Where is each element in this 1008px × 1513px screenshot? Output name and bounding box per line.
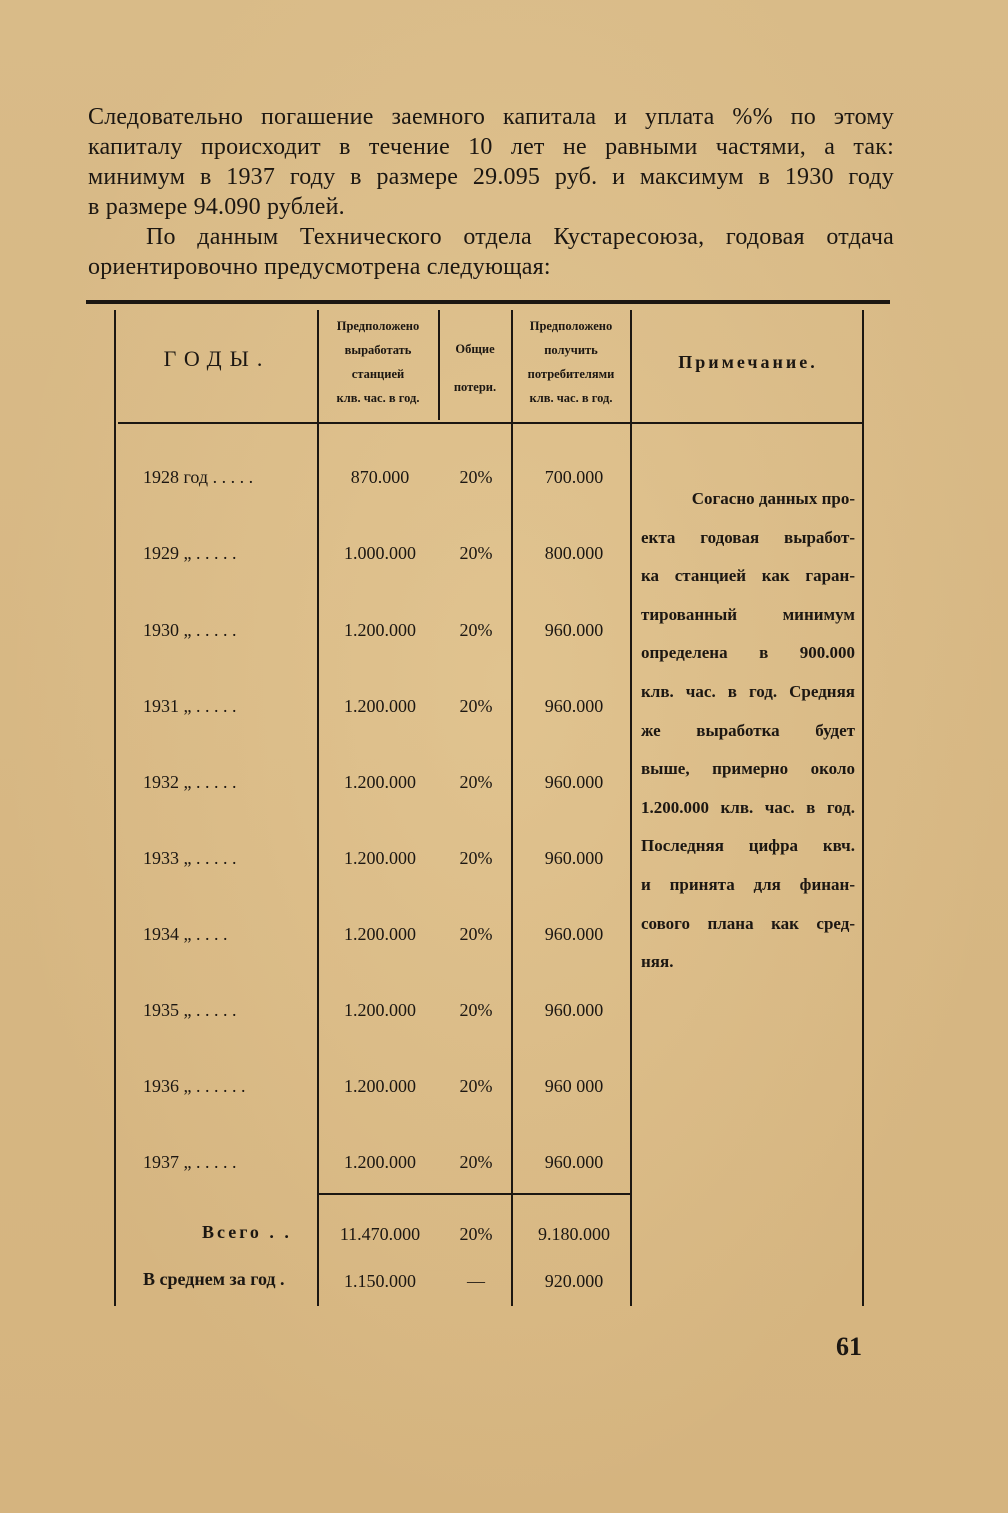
row-year: 1933 „ . . . . . (143, 848, 237, 868)
average-received: 920.000 (544, 1271, 604, 1291)
header-note: Примечание. (678, 352, 818, 372)
total-rule (318, 1193, 630, 1195)
row-losses: 20% (459, 467, 493, 487)
row-losses: 20% (459, 543, 493, 563)
note-line: 1.200.000 клв. час. в год. (641, 797, 855, 817)
paragraph-output-intro (88, 222, 894, 282)
text-line: По данным Технического отдела Кустаресоюза, годовая отдача (146, 224, 894, 250)
row-year: 1932 „ . . . . . (143, 772, 237, 792)
row-received: 960.000 (544, 620, 604, 640)
row-losses: 20% (459, 772, 493, 792)
row-losses: 20% (459, 1000, 493, 1020)
table-right-border (862, 310, 864, 1306)
row-produced: 1.200.000 (344, 924, 416, 944)
header-received (512, 314, 630, 410)
row-losses: 20% (459, 848, 493, 868)
header-line: получить (544, 343, 598, 357)
row-received: 960.000 (544, 1000, 604, 1020)
row-year: 1928 год . . . . . (143, 467, 254, 487)
row-losses: 20% (459, 1152, 493, 1172)
header-line: Общие (455, 342, 495, 356)
page-number: 61 (836, 1332, 862, 1361)
row-year: 1934 „ . . . . (143, 924, 228, 944)
average-label: В среднем за год . (143, 1269, 285, 1289)
note-line: же выработка будет (641, 720, 855, 740)
row-received: 960.000 (544, 848, 604, 868)
header-years: ГОДЫ. (163, 346, 271, 371)
row-produced: 1.200.000 (344, 1000, 416, 1020)
col-divider (511, 310, 513, 1306)
header-line: Предположено (529, 319, 613, 333)
text-line: минимум в 1937 году в размере 29.095 руб. и максимум в 1930 году (88, 164, 894, 190)
text-line: капиталу происходит в течение 10 лет не равными частями, а так: (88, 134, 894, 160)
paragraph-repayment (88, 102, 894, 222)
average-produced: 1.150.000 (344, 1271, 416, 1291)
header-line: клв. час. в год. (336, 391, 420, 405)
row-losses: 20% (459, 1076, 493, 1096)
row-losses: 20% (459, 696, 493, 716)
note-line: определена в 900.000 (641, 643, 855, 663)
header-line: потребителями (527, 367, 615, 381)
row-produced: 870.000 (350, 467, 410, 487)
note-line: Последняя цифра квч. (641, 836, 855, 856)
total-losses: 20% (459, 1224, 493, 1244)
total-produced: 11.470.000 (339, 1224, 421, 1244)
average-losses: — (467, 1271, 485, 1291)
row-received: 960.000 (544, 772, 604, 792)
row-produced: 1.200.000 (344, 848, 416, 868)
row-received: 960.000 (544, 696, 604, 716)
header-line: станцией (351, 367, 405, 381)
note-text (641, 480, 855, 982)
header-line: потери. (453, 380, 497, 394)
note-line: и принята для финан- (641, 874, 855, 894)
header-line: Предположено (336, 319, 420, 333)
row-produced: 1.000.000 (344, 543, 416, 563)
row-produced: 1.200.000 (344, 696, 416, 716)
note-line: няя. (641, 952, 674, 972)
row-year: 1935 „ . . . . . (143, 1000, 237, 1020)
row-losses: 20% (459, 620, 493, 640)
note-line: Согасно данных про- (691, 489, 855, 508)
row-produced: 1.200.000 (344, 620, 416, 640)
row-received: 960 000 (544, 1076, 604, 1096)
total-label: Всего . . (202, 1222, 292, 1242)
note-line: клв. час. в год. Средняя (641, 681, 855, 701)
row-produced: 1.200.000 (344, 1152, 416, 1172)
row-produced: 1.200.000 (344, 1076, 416, 1096)
row-losses: 20% (459, 924, 493, 944)
header-bottom-rule (118, 422, 862, 424)
header-produced (319, 314, 437, 410)
note-line: ка станцией как гаран- (641, 566, 855, 586)
row-year: 1930 „ . . . . . (143, 620, 237, 640)
row-year: 1936 „ . . . . . . (143, 1076, 246, 1096)
note-line: екта годовая выработ- (641, 527, 855, 547)
header-line: клв. час. в год. (529, 391, 613, 405)
note-line: сового плана как сред- (641, 913, 855, 933)
row-year: 1929 „ . . . . . (143, 543, 237, 563)
row-year: 1937 „ . . . . . (143, 1152, 237, 1172)
note-line: выше, примерно около (641, 759, 855, 779)
total-received: 9.180.000 (538, 1224, 610, 1244)
row-received: 700.000 (544, 467, 604, 487)
row-received: 960.000 (544, 924, 604, 944)
table-left-border (114, 310, 116, 1306)
header-line: выработать (344, 343, 412, 357)
table-top-rule (86, 300, 890, 304)
row-received: 960.000 (544, 1152, 604, 1172)
row-received: 800.000 (544, 543, 604, 563)
row-year: 1931 „ . . . . . (143, 696, 237, 716)
text-line: в размере 94.090 рублей. (88, 194, 345, 220)
col-divider (317, 310, 319, 1306)
header-losses (440, 330, 510, 406)
text-line: Следовательно погашение заемного капитала и уплата %% по этому (88, 104, 894, 130)
note-line: тированный минимум (641, 604, 855, 624)
row-produced: 1.200.000 (344, 772, 416, 792)
text-line: ориентировочно предусмотрена следующая: (88, 254, 551, 280)
